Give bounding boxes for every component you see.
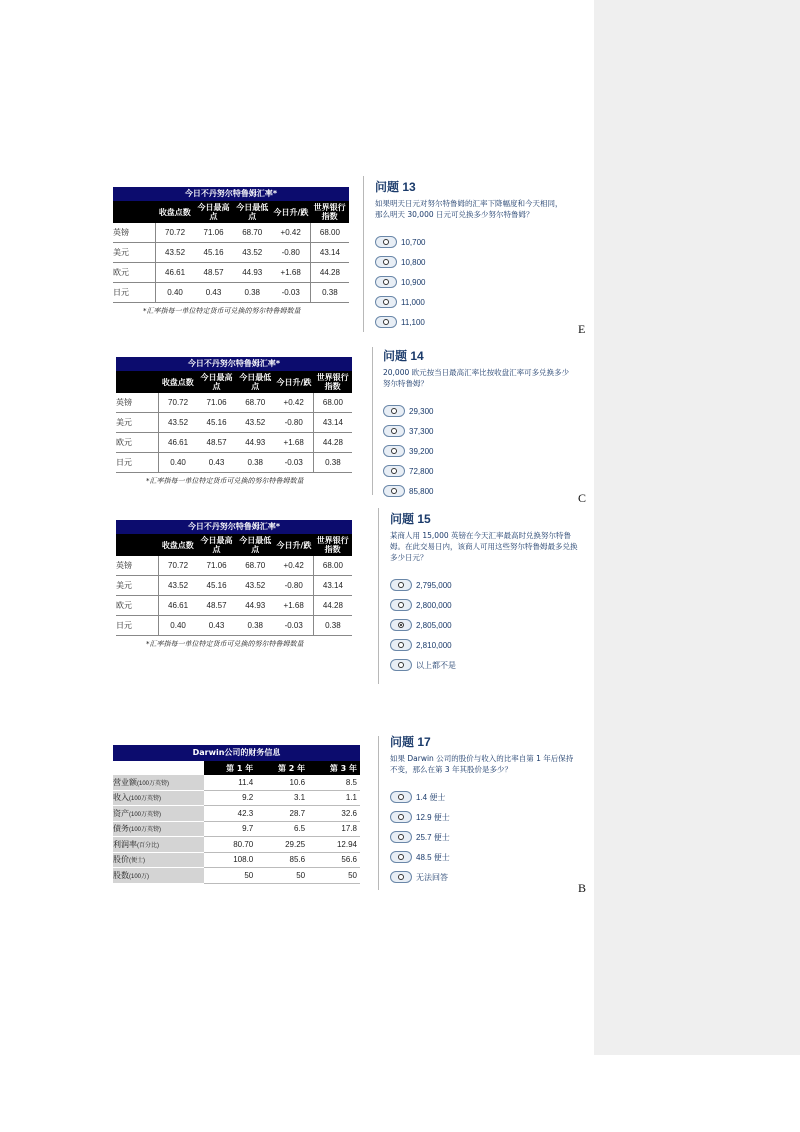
darwin-finance-table bbox=[113, 745, 360, 884]
row-label: 日元 bbox=[116, 453, 158, 473]
table-cell: 68.00 bbox=[310, 223, 349, 243]
answer-option[interactable] bbox=[375, 232, 575, 252]
table-cell: 0.43 bbox=[194, 283, 233, 303]
table-cell: 8.5 bbox=[308, 775, 360, 790]
column-header bbox=[116, 534, 158, 556]
table-cell: 44.93 bbox=[233, 263, 272, 283]
rate-table-grid bbox=[116, 371, 352, 473]
option-label: 11,000 bbox=[401, 297, 425, 307]
table-cell: 43.14 bbox=[313, 413, 352, 433]
row-label: 欧元 bbox=[113, 263, 155, 283]
table-cell: 43.52 bbox=[233, 243, 272, 263]
column-header: 收盘点数 bbox=[155, 201, 194, 223]
answer-14: C bbox=[578, 491, 587, 505]
table-row bbox=[116, 616, 352, 636]
radio-dot-icon bbox=[398, 874, 404, 880]
options-list bbox=[375, 232, 575, 332]
table-cell: 44.28 bbox=[313, 596, 352, 616]
row-label-text: 股数 bbox=[113, 870, 129, 880]
divider bbox=[372, 347, 373, 495]
radio-button[interactable] bbox=[390, 599, 412, 611]
radio-button[interactable] bbox=[375, 256, 397, 268]
radio-dot-icon bbox=[398, 834, 404, 840]
row-label-text: 股价 bbox=[113, 855, 129, 865]
radio-button[interactable] bbox=[390, 831, 412, 843]
answer-option[interactable] bbox=[375, 292, 575, 312]
column-header: 第 2 年 bbox=[256, 761, 308, 775]
column-header: 今日最高点 bbox=[197, 371, 236, 393]
answer-option[interactable] bbox=[390, 635, 590, 655]
table-cell: 10.6 bbox=[256, 775, 308, 790]
table-cell: 68.70 bbox=[236, 556, 275, 576]
answer-option[interactable] bbox=[390, 575, 590, 595]
column-header: 世界银行指数 bbox=[310, 201, 349, 223]
row-unit: (100万英镑) bbox=[129, 811, 162, 818]
row-label: 日元 bbox=[113, 283, 155, 303]
table-row bbox=[113, 852, 360, 868]
table-cell: -0.03 bbox=[272, 283, 311, 303]
rate-table-2 bbox=[116, 357, 352, 486]
radio-button[interactable] bbox=[375, 296, 397, 308]
table-row bbox=[116, 433, 352, 453]
table-cell: 70.72 bbox=[158, 393, 197, 413]
row-label bbox=[113, 868, 204, 884]
answer-option[interactable] bbox=[375, 252, 575, 272]
option-label: 2,810,000 bbox=[416, 640, 452, 650]
radio-button[interactable] bbox=[390, 619, 412, 631]
table-cell: 44.93 bbox=[236, 433, 275, 453]
option-label: 2,805,000 bbox=[416, 620, 452, 630]
rate-table-3 bbox=[116, 520, 352, 649]
table-cell: 45.16 bbox=[197, 576, 236, 596]
table-cell: +0.42 bbox=[275, 556, 314, 576]
table-cell: 68.00 bbox=[313, 393, 352, 413]
radio-dot-icon bbox=[391, 408, 397, 414]
radio-dot-icon bbox=[391, 448, 397, 454]
row-label: 英镑 bbox=[116, 556, 158, 576]
row-label-text: 营业额 bbox=[113, 777, 137, 787]
table-cell: 44.28 bbox=[313, 433, 352, 453]
row-label bbox=[113, 852, 204, 868]
divider bbox=[378, 508, 379, 684]
row-label-text: 利润率 bbox=[113, 839, 137, 849]
column-header bbox=[116, 371, 158, 393]
column-header bbox=[113, 761, 204, 775]
radio-dot-icon bbox=[383, 239, 389, 245]
darwin-table-title: Darwin公司的财务信息 bbox=[113, 745, 360, 761]
table-cell: 9.2 bbox=[204, 790, 256, 806]
radio-dot-icon bbox=[398, 582, 404, 588]
question-13 bbox=[375, 178, 575, 332]
column-header: 收盘点数 bbox=[158, 371, 197, 393]
table-cell: 48.57 bbox=[197, 433, 236, 453]
radio-button[interactable] bbox=[390, 811, 412, 823]
option-label: 10,700 bbox=[401, 237, 426, 247]
radio-button[interactable] bbox=[383, 485, 405, 497]
row-label bbox=[113, 806, 204, 822]
table-cell: 46.61 bbox=[158, 433, 197, 453]
question-text: 某商人用 15,000 英镑在今天汇率最高时兑换努尔特鲁姆。在此交易日内，该商人可用这些努尔特鲁姆最多兑换多少日元？ bbox=[390, 531, 578, 562]
table-cell: 43.52 bbox=[155, 243, 194, 263]
table-cell: 80.70 bbox=[204, 837, 256, 853]
question-title: 问题 15 bbox=[390, 512, 431, 526]
option-label: 37,300 bbox=[409, 426, 434, 436]
table-cell: 70.72 bbox=[155, 223, 194, 243]
option-label: 72,800 bbox=[409, 466, 434, 476]
option-label: 48.5 便士 bbox=[416, 852, 450, 862]
table-cell: 1.1 bbox=[308, 790, 360, 806]
table-cell: 43.52 bbox=[236, 576, 275, 596]
rate-table-title: 今日不丹努尔特鲁姆汇率* bbox=[116, 520, 352, 534]
answer-option[interactable] bbox=[390, 595, 590, 615]
table-cell: 68.70 bbox=[236, 393, 275, 413]
side-panel bbox=[594, 0, 800, 1055]
row-label-text: 资产 bbox=[113, 808, 129, 818]
column-header: 今日升/跌 bbox=[272, 201, 311, 223]
table-cell: 44.93 bbox=[236, 596, 275, 616]
question-15 bbox=[390, 510, 590, 675]
row-label: 英镑 bbox=[113, 223, 155, 243]
row-label: 日元 bbox=[116, 616, 158, 636]
table-cell: 3.1 bbox=[256, 790, 308, 806]
answer-option[interactable] bbox=[390, 615, 590, 635]
radio-button[interactable] bbox=[390, 639, 412, 651]
table-cell: 12.94 bbox=[308, 837, 360, 853]
radio-button[interactable] bbox=[390, 659, 412, 671]
table-cell: 50 bbox=[204, 868, 256, 884]
table-cell: 85.6 bbox=[256, 852, 308, 868]
table-cell: 43.52 bbox=[158, 576, 197, 596]
table-cell: -0.03 bbox=[275, 453, 314, 473]
rate-table-note: *汇率指每一单位特定货币可兑换的努尔特鲁姆数量 bbox=[146, 477, 304, 485]
rate-table-title: 今日不丹努尔特鲁姆汇率* bbox=[113, 187, 349, 201]
table-cell: 0.38 bbox=[236, 616, 275, 636]
table-cell: 43.52 bbox=[158, 413, 197, 433]
table-row bbox=[116, 556, 352, 576]
table-cell: 0.38 bbox=[313, 453, 352, 473]
column-header: 今日升/跌 bbox=[275, 371, 314, 393]
radio-dot-icon bbox=[383, 259, 389, 265]
table-cell: -0.80 bbox=[275, 413, 314, 433]
table-cell: 0.38 bbox=[310, 283, 349, 303]
radio-dot-icon bbox=[391, 468, 397, 474]
column-header: 今日最低点 bbox=[233, 201, 272, 223]
table-cell: 0.43 bbox=[197, 616, 236, 636]
rate-table-title: 今日不丹努尔特鲁姆汇率* bbox=[116, 357, 352, 371]
row-unit: (100万英镑) bbox=[137, 780, 170, 787]
options-list bbox=[390, 787, 590, 887]
table-cell: 50 bbox=[308, 868, 360, 884]
row-unit: (100万英镑) bbox=[129, 796, 162, 803]
table-cell: 70.72 bbox=[158, 556, 197, 576]
question-14 bbox=[383, 347, 583, 501]
radio-dot-icon bbox=[398, 854, 404, 860]
radio-button[interactable] bbox=[390, 579, 412, 591]
table-cell: 48.57 bbox=[194, 263, 233, 283]
radio-button[interactable] bbox=[383, 405, 405, 417]
radio-dot-icon bbox=[391, 488, 397, 494]
table-row bbox=[116, 413, 352, 433]
row-label: 英镑 bbox=[116, 393, 158, 413]
table-cell: 17.8 bbox=[308, 821, 360, 837]
question-text: 20,000 欧元按当日最高汇率比按收盘汇率可多兑换多少努尔特鲁姆？ bbox=[383, 368, 570, 388]
table-cell: +1.68 bbox=[275, 596, 314, 616]
answer-option[interactable] bbox=[390, 787, 590, 807]
table-cell: 71.06 bbox=[197, 393, 236, 413]
answer-13: E bbox=[578, 322, 586, 336]
answer-option[interactable] bbox=[390, 655, 590, 675]
option-label: 10,900 bbox=[401, 277, 426, 287]
table-cell: 45.16 bbox=[197, 413, 236, 433]
table-cell: 71.06 bbox=[194, 223, 233, 243]
row-label bbox=[113, 775, 204, 790]
answer-option[interactable] bbox=[383, 481, 583, 501]
row-unit: (100万) bbox=[129, 873, 150, 880]
column-header: 收盘点数 bbox=[158, 534, 197, 556]
table-cell: 6.5 bbox=[256, 821, 308, 837]
option-label: 以上都不是 bbox=[416, 660, 456, 670]
question-text: 如果明天日元对努尔特鲁姆的汇率下降幅度和今天相同，那么明天 30,000 日元可兑换多少努尔特鲁姆？ bbox=[375, 199, 563, 219]
question-17 bbox=[390, 733, 590, 887]
row-label bbox=[113, 790, 204, 806]
options-list bbox=[383, 401, 583, 501]
radio-dot-icon bbox=[383, 319, 389, 325]
answer-option[interactable] bbox=[383, 461, 583, 481]
option-label: 85,800 bbox=[409, 486, 434, 496]
row-label: 美元 bbox=[113, 243, 155, 263]
table-row bbox=[113, 243, 349, 263]
table-cell: 0.43 bbox=[197, 453, 236, 473]
table-row bbox=[116, 576, 352, 596]
table-row bbox=[113, 283, 349, 303]
table-cell: 71.06 bbox=[197, 556, 236, 576]
table-cell: -0.80 bbox=[272, 243, 311, 263]
table-cell: 32.6 bbox=[308, 806, 360, 822]
radio-dot-icon bbox=[383, 299, 389, 305]
table-row bbox=[113, 223, 349, 243]
table-cell: 42.3 bbox=[204, 806, 256, 822]
table-row bbox=[113, 868, 360, 884]
row-label: 欧元 bbox=[116, 596, 158, 616]
question-title: 问题 17 bbox=[390, 735, 431, 749]
radio-button[interactable] bbox=[390, 791, 412, 803]
table-row bbox=[116, 453, 352, 473]
table-cell: +1.68 bbox=[272, 263, 311, 283]
table-cell: 50 bbox=[256, 868, 308, 884]
row-label-text: 债务 bbox=[113, 824, 129, 834]
column-header: 第 3 年 bbox=[308, 761, 360, 775]
radio-dot-icon bbox=[398, 814, 404, 820]
answer-17: B bbox=[578, 881, 587, 895]
rate-table-grid bbox=[113, 201, 349, 303]
table-cell: +0.42 bbox=[275, 393, 314, 413]
answer-option[interactable] bbox=[390, 827, 590, 847]
table-row bbox=[113, 775, 360, 790]
answer-option[interactable] bbox=[375, 272, 575, 292]
option-label: 29,300 bbox=[409, 406, 434, 416]
column-header: 世界银行指数 bbox=[313, 371, 352, 393]
option-label: 12.9 便士 bbox=[416, 812, 450, 822]
radio-button[interactable] bbox=[390, 851, 412, 863]
radio-dot-icon bbox=[398, 794, 404, 800]
question-text: 如果 Darwin 公司的股价与收入的比率自第 1 年后保持不变，那么在第 3 年其股价是多少？ bbox=[390, 754, 574, 774]
row-unit: (便士) bbox=[129, 858, 145, 865]
row-unit: (100万英镑) bbox=[129, 827, 162, 834]
radio-button[interactable] bbox=[383, 425, 405, 437]
table-cell: 43.14 bbox=[313, 576, 352, 596]
radio-dot-icon bbox=[391, 428, 397, 434]
table-cell: 43.14 bbox=[310, 243, 349, 263]
rate-table-note: *汇率指每一单位特定货币可兑换的努尔特鲁姆数量 bbox=[143, 307, 301, 315]
option-label: 2,795,000 bbox=[416, 580, 452, 590]
table-row bbox=[113, 821, 360, 837]
question-title: 问题 13 bbox=[375, 180, 416, 194]
table-cell: -0.80 bbox=[275, 576, 314, 596]
table-row bbox=[113, 790, 360, 806]
row-label bbox=[113, 821, 204, 837]
option-label: 11,100 bbox=[401, 317, 425, 327]
row-label: 美元 bbox=[116, 576, 158, 596]
table-cell: 46.61 bbox=[158, 596, 197, 616]
table-row bbox=[116, 393, 352, 413]
table-cell: 108.0 bbox=[204, 852, 256, 868]
table-cell: 0.40 bbox=[158, 616, 197, 636]
column-header: 今日最低点 bbox=[236, 534, 275, 556]
table-cell: 0.40 bbox=[155, 283, 194, 303]
answer-option[interactable] bbox=[390, 847, 590, 867]
row-unit: (百分比) bbox=[137, 842, 159, 849]
column-header: 今日升/跌 bbox=[275, 534, 314, 556]
option-label: 25.7 便士 bbox=[416, 832, 450, 842]
row-label: 欧元 bbox=[116, 433, 158, 453]
radio-dot-icon bbox=[398, 662, 404, 668]
table-cell: 11.4 bbox=[204, 775, 256, 790]
options-list bbox=[390, 575, 590, 675]
radio-button[interactable] bbox=[383, 465, 405, 477]
option-label: 10,800 bbox=[401, 257, 426, 267]
divider bbox=[378, 736, 379, 890]
radio-button[interactable] bbox=[383, 445, 405, 457]
table-cell: 28.7 bbox=[256, 806, 308, 822]
divider bbox=[363, 176, 364, 332]
table-cell: 29.25 bbox=[256, 837, 308, 853]
radio-dot-icon bbox=[398, 642, 404, 648]
table-cell: +1.68 bbox=[275, 433, 314, 453]
table-row bbox=[113, 263, 349, 283]
option-label: 1.4 便士 bbox=[416, 792, 446, 802]
radio-button[interactable] bbox=[375, 316, 397, 328]
question-title: 问题 14 bbox=[383, 349, 424, 363]
table-cell: 0.38 bbox=[236, 453, 275, 473]
rate-table-1 bbox=[113, 187, 349, 316]
table-cell: -0.03 bbox=[275, 616, 314, 636]
answer-option[interactable] bbox=[375, 312, 575, 332]
radio-button[interactable] bbox=[390, 871, 412, 883]
table-cell: 9.7 bbox=[204, 821, 256, 837]
answer-option[interactable] bbox=[383, 401, 583, 421]
answer-option[interactable] bbox=[383, 421, 583, 441]
table-cell: 0.38 bbox=[313, 616, 352, 636]
column-header: 今日最高点 bbox=[197, 534, 236, 556]
row-label-text: 收入 bbox=[113, 793, 129, 803]
option-label: 2,800,000 bbox=[416, 600, 452, 610]
row-label bbox=[113, 837, 204, 853]
column-header: 世界银行指数 bbox=[313, 534, 352, 556]
answer-option[interactable] bbox=[390, 867, 590, 887]
table-cell: 46.61 bbox=[155, 263, 194, 283]
option-label: 无法回答 bbox=[416, 872, 448, 882]
radio-dot-icon bbox=[398, 602, 404, 608]
table-row bbox=[113, 837, 360, 853]
rate-table-grid bbox=[116, 534, 352, 636]
radio-button[interactable] bbox=[375, 236, 397, 248]
column-header: 今日最高点 bbox=[194, 201, 233, 223]
rate-table-note: *汇率指每一单位特定货币可兑换的努尔特鲁姆数量 bbox=[146, 640, 304, 648]
column-header: 今日最低点 bbox=[236, 371, 275, 393]
column-header: 第 1 年 bbox=[204, 761, 256, 775]
answer-option[interactable] bbox=[390, 807, 590, 827]
table-cell: 0.40 bbox=[158, 453, 197, 473]
table-cell: 0.38 bbox=[233, 283, 272, 303]
radio-button[interactable] bbox=[375, 276, 397, 288]
table-cell: 43.52 bbox=[236, 413, 275, 433]
table-row bbox=[116, 596, 352, 616]
row-label: 美元 bbox=[116, 413, 158, 433]
table-cell: 48.57 bbox=[197, 596, 236, 616]
radio-dot-icon bbox=[398, 622, 404, 628]
table-cell: 44.28 bbox=[310, 263, 349, 283]
answer-option[interactable] bbox=[383, 441, 583, 461]
table-row bbox=[113, 806, 360, 822]
radio-dot-icon bbox=[383, 279, 389, 285]
table-cell: 68.00 bbox=[313, 556, 352, 576]
option-label: 39,200 bbox=[409, 446, 434, 456]
table-cell: +0.42 bbox=[272, 223, 311, 243]
table-cell: 56.6 bbox=[308, 852, 360, 868]
table-cell: 45.16 bbox=[194, 243, 233, 263]
column-header bbox=[113, 201, 155, 223]
table-cell: 68.70 bbox=[233, 223, 272, 243]
